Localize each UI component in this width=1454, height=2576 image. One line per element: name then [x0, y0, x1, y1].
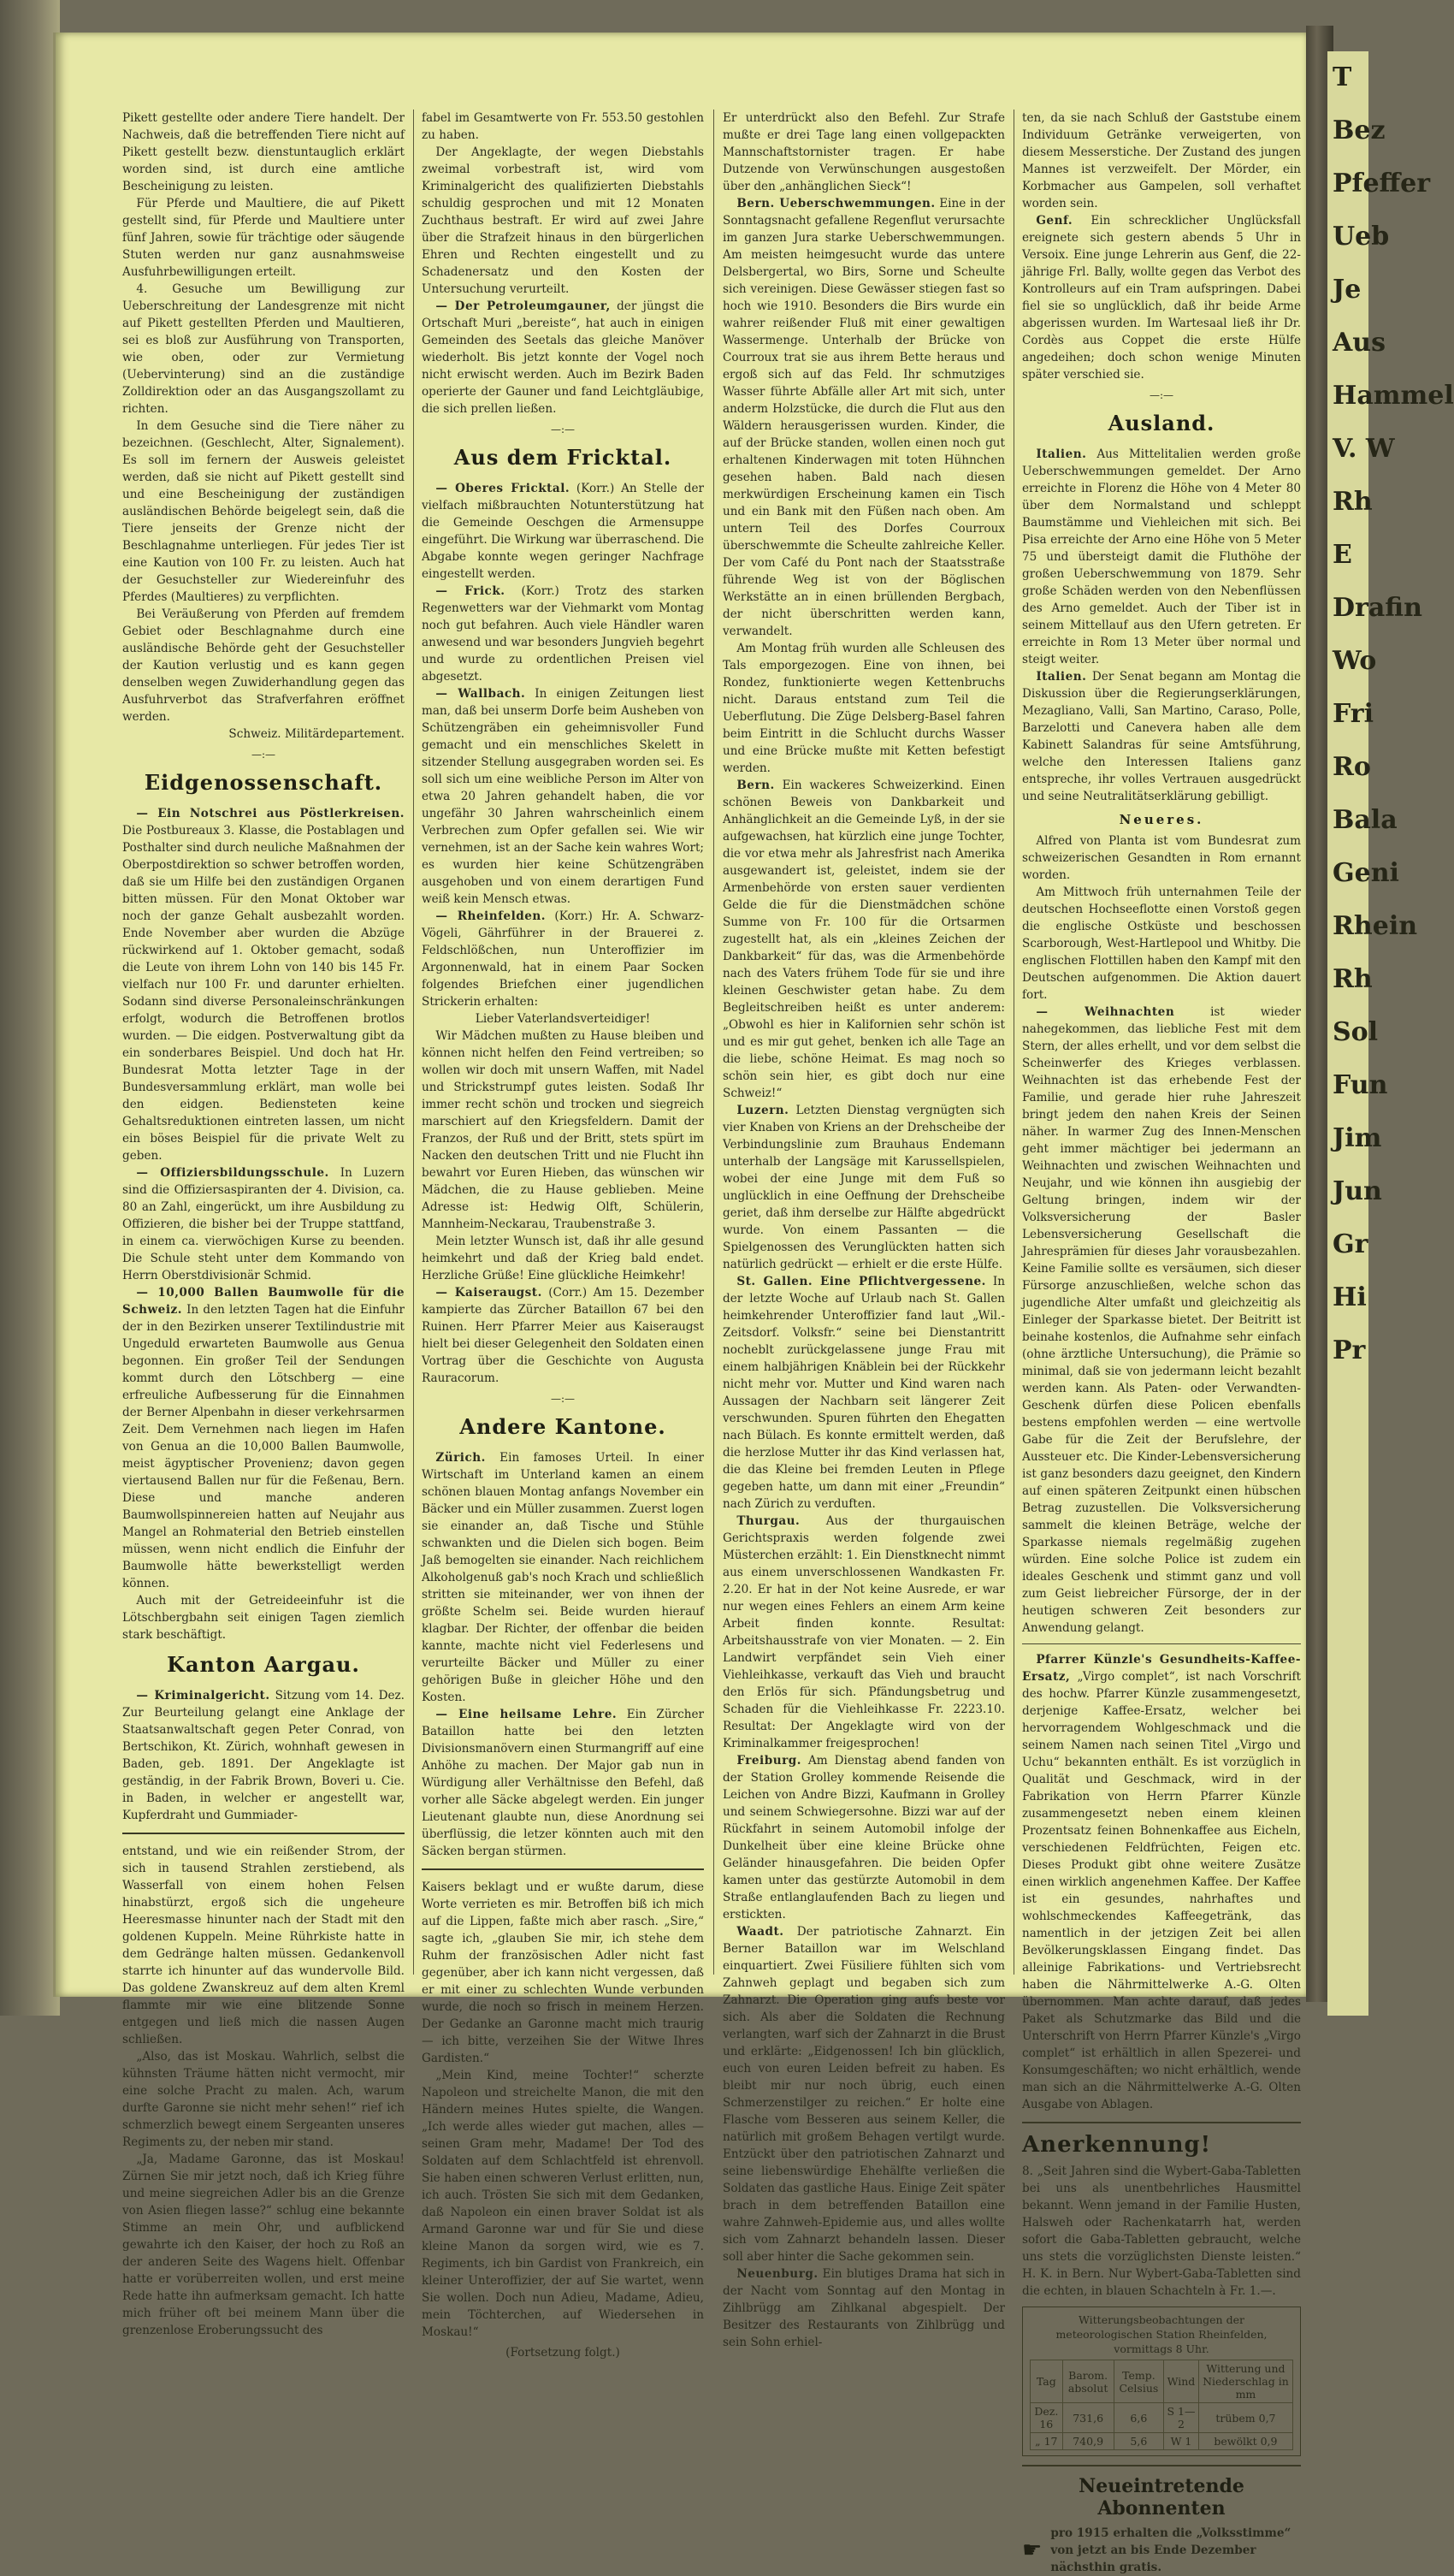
advertisement-anerkennung — [1022, 2132, 1301, 2300]
article-lead: Zürich. — [435, 1451, 486, 1465]
adjacent-page-fragment-text: Wo — [1333, 646, 1377, 676]
adjacent-page-fragment-text: Drafin — [1333, 593, 1422, 623]
article-lead: Bern. — [736, 779, 775, 792]
adjacent-page-fragment-text: Fun — [1333, 1070, 1388, 1100]
article-lead: — Kaiseraugst. — [435, 1286, 542, 1300]
paragraph: Er unterdrückt also den Befehl. Zur Strafe mußte er drei Tage lang einen vollgepackten Mannschaftstornister tragen. Er habe Dutzende von Verwünschungen ausgestoßen über den „anhänglichen Sieck“! — [723, 111, 1005, 193]
paragraph: Am Montag früh wurden alle Schleusen des Tals emporgezogen. Eine von ihnen, bei Rondez, funktionierte wegen Kettenbruchs nicht. Daraus entstand zum Teil die Ueberflutung. Die Züge Delsberg-Basel fahren beim Eintritt in die Schlucht durchs Wasser und eine Brücke mußte mit Ketten befestigt werden. — [723, 642, 1005, 775]
adjacent-page-fragment-text: Bala — [1333, 805, 1398, 835]
book-gutter-shadow — [0, 0, 60, 2016]
adjacent-page-fragment-text: Aus — [1333, 328, 1386, 358]
ad-divider — [1022, 2122, 1301, 2123]
section-heading-neueres: Neueres. — [1119, 812, 1204, 827]
paragraph: „Virgo complet“, ist nach Vorschrift des hochw. Pfarrer Künzle zusammengesetzt, derjenige Kaffee-Ersatz, welcher bei hervorragendem Wohlgeschmack und die seinem Namen nach seinen Titel „Virgo und Uchu“ bekannten enthält. Es ist vorzüglich in Qualität und Geschmack, wird in der Fabrikation von Herrn Pfarrer Künzle zusammengesetzt neben einem kleinen Prozentsatz feinen Bohnenkaffee aus Eicheln, verschiedenen Feldfrüchten, Feigen etc. Dieses Produkt gibt ohne weitere Zusätze einen wirklich angenehmen Kaffee. Der Kaffee ist ein gesundes, nahrhaftes und wohlschmeckendes Kaffeegetränk, das namentlich in der jetzigen Zeit bei allen Bevölkerungsklassen Eingang findet. Das alleinige Fabrikations- und Vertriebsrecht haben die Nährmittelwerke A.-G. Olten übernommen. Man achte darauf, daß jedes Paket als Schutzmarke das Bild und die Unterschrift von Herrn Pfarrer Künzle's „Virgo complet“ ist erhältlich in allen Spezerei- und Konsumgeschäften; wo nicht erhältlich, wende man sich an die Nährmittelwerke A.-G. Olten Ausgabe von Ablagen. — [1022, 1670, 1301, 2111]
adjacent-page-fragment-text: Fri — [1333, 699, 1374, 729]
paragraph: Eine in der Sonntagsnacht gefallene Regenflut verursachte im ganzen Jura starke Ueberschwemmungen. Am meisten heimgesucht wurde das untere Delsbergertal, wo Birs, Sorne und Scheulte sich vereinigen. Diese Gewässer stiegen fast so hoch wie 1910. Besonders die Birs wurde ein wahrer reißender Fluß mit einer gewaltigen Wassermenge. Unterhalb der Brücke von Courroux trat sie aus ihrem Bette heraus und ergoß sich auf das Feld. Ihr schmutziges Wasser führte Abfälle aller Art mit sich, unter anderm Holzstücke, die durch die Flut aus den Wäldern herausgerissen wurden. Kinder, die auf der Brücke standen, wollen einen noch gut erhaltenen Kinderwagen mit toten Hühnchen gesehen haben. Bald nach diesen merkwürdigen Erscheinung kamen ein Tisch und ein Bank mit den Füßen nach oben. Am untern Teil des Dorfes Courroux überschwemmte die Scheulte zahlreiche Keller. Der vom Café du Pont nach der Staatsstraße führende Weg ist von der Böglischen Werkstätte an in einen brüllenden Bergbach, der nicht überschritten werden kann, verwandelt. — [723, 197, 1005, 638]
section-heading-eidgenossenschaft: Eidgenossenschaft. — [144, 770, 383, 795]
weather-row — [1031, 2403, 1293, 2433]
article-lead: — Rheinfelden. — [435, 909, 547, 923]
paragraph: Auch mit der Getreideeinfuhr ist die Lötschbergbahn seit einigen Tagen ziemlich stark beschäftigt. — [122, 1594, 405, 1642]
weather-cell: Dez. 16 — [1031, 2403, 1063, 2433]
adjacent-page-fragment-text: Jun — [1333, 1176, 1382, 1206]
signature-line: Schweiz. Militärdepartement. — [228, 727, 405, 741]
article-lead: St. Gallen. Eine Pflichtvergessene. — [736, 1275, 986, 1288]
divider — [1022, 1643, 1301, 1644]
paragraph: ten, da sie nach Schluß der Gaststube einem Individuum Getränke verweigerten, von diesem Messerstiche. Der Zustand des jungen Mannes ist verzweifelt. Der Mörder, ein Korbmacher aus Gampelen, soll verhaftet worden sein. — [1022, 111, 1301, 210]
adjacent-page-fragment-text: Ro — [1333, 752, 1371, 782]
paragraph: Ein wackeres Schweizerkind. Einen schönen Beweis von Dankbarkeit und Anhänglichkeit an die Gemeinde Lyß, in der sie aufgewachsen, hat kürzlich eine junge Tochter, die vor etwa mehr als Jahresfrist nach Amerika ausgewandert ist, geleistet, indem sie der Armenbehörde von ersten sauer verdienten Gelde die für die Dienstmädchen schöne Summe von Fr. 100 für die Ortsarmen zugestellt hat, als ein „kleines Zeichen der Dankbarkeit“ für das, was die Armenbehörde nach des Vaters frühem Tode für sie und ihre kleinen Geschwister getan habe. Zu dem Begleitschreiben heißt es unter anderem: „Obwohl es hier in Kalifornien sehr schön ist und es mir gut gehet, benken ich alle Tage an die liebe, schöne Heimat. Es mag noch so schön sein hier, es gibt doch nur eine Schweiz!“ — [723, 779, 1005, 1100]
weather-row — [1031, 2433, 1293, 2450]
ad-text: „Seit Jahren sind die Wybert-Gaba-Tabletten bei uns als unentbehrliches Hausmittel bekannt. Wenn jemand in der Familie Husten, Halsweh oder Rachenkatarrh hat, werden sofort die Gaba-Tabletten gebraucht, welche uns stets die vorzüglichsten Dienste leisten.“ H. K. in Bern. Nur Wybert-Gaba-Tabletten sind die echten, in blauen Schachteln à Fr. 1.—. — [1022, 2164, 1301, 2298]
weather-cell: 740,9 — [1062, 2433, 1114, 2450]
paragraph: In einigen Zeitungen liest man, daß bei unserm Dorfe beim Ausheben von Schützengräben ein geheimnisvoller Fund gemacht und ein menschliches Skelett in sitzender Stellung ausgegraben worden sei. Es soll sich um eine weibliche Person im Alter von etwa 20 Jahren gehandelt haben, die vor ungefähr 30 Jahren wahrscheinlich einem Verbrechen zum Opfer gefallen sei. Wie wir vernehmen, ist an der Sache kein wahres Wort; es wurden hier keine Schützengräben ausgehoben und von einem derartigen Fund weiß kein Mensch etwas. — [422, 687, 704, 906]
adjacent-page-fragment-text: Pr — [1333, 1335, 1366, 1365]
weather-cell: 5,6 — [1114, 2433, 1163, 2450]
adjacent-page-fragment-text: Bez — [1333, 115, 1386, 145]
article-columns — [122, 110, 1303, 2574]
article-lead: — Weihnachten — [1036, 1005, 1175, 1019]
column-rule — [713, 110, 714, 1975]
paragraph: Aus der thurgauischen Gerichtspraxis werden folgende zwei Müsterchen erzählt: 1. Ein Dienstknecht nimmt aus einem unverschlossenen Wandkasten Fr. 2.20. Er hat in der Not keine Ausrede, er war nur wegen eines Fehlers an einem Arm keine Arbeit finden konnte. Resultat: Arbeitshausstrafe von vier Monaten. — 2. Ein Landwirt verpfändet sein Vieh einer Viehleihkasse, verkauft das Vieh und braucht den Erlös für sich. Pfändungsbetrug und Schaden für die Viehleihkasse Fr. 2223.10. Resultat: Der Angeklagte wird von der Kriminalkammer freigesprochen! — [723, 1514, 1005, 1750]
paragraph: In dem Gesuche sind die Tiere näher zu bezeichnen. (Geschlecht, Alter, Signalement). Es soll im fernern der Ausweis geleistet werden, daß sie nicht auf Pikett gestellt sind und eine Bescheinigung der zuständigen ausländischen Behörde beigelegt sein, daß die Tiere jenseits der Grenze nicht der Beschlagnahme unterliegen. Für jedes Tier ist eine Kaution von 100 Fr. zu leisten. Auch hat der Gesuchsteller zur Wiedereinfuhr des Pferdes (Maultieres) zu verpflichten. — [122, 419, 405, 604]
article-lead: Luzern. — [736, 1104, 789, 1117]
adjacent-page-fragment-text: Je — [1333, 275, 1362, 305]
paragraph: fabel im Gesamtwerte von Fr. 553.50 gestohlen zu haben. — [422, 111, 704, 142]
paragraph: Der Senat begann am Montag die Diskussion über die Regierungserklärungen, Mezagliano, Valli, San Martino, Caraso, Polle, Barzelotti und Canevera haben alle dem Kabinett Salandras für seine Amtsführung, welche den Interessen Italiens ganz entspreche, ihr volles Vertrauen ausgedrückt und seine Neutralitätserklärung gebilligt. — [1022, 670, 1301, 803]
ad-text: pro 1915 erhalten die „Volksstimme“ von jetzt an bis Ende Dezember nächsthin gratis. — [1050, 2526, 1291, 2574]
section-heading-fricktal: Aus dem Fricktal. — [453, 445, 672, 470]
article-lead: — Frick. — [435, 584, 505, 598]
adjacent-page-text — [1327, 51, 1454, 1377]
paragraph: Am Dienstag abend fanden von der Station Grolley kommende Reisende die Leichen von Andre Bizzi, Kaufmann in Grolley und seinem Schwiegersohne. Bizzi war auf der Rückfahrt in seinem Automobil infolge der Dunkelheit über eine kleine Brücke ohne Geländer hinausgefahren. Die beiden Opfer kamen unter das gestürzte Automobil in dem Straße entlanglaufenden Bach zu liegen und erstickten. — [723, 1754, 1005, 1922]
letter-body: Wir Mädchen mußten zu Hause bleiben und können nicht helfen den Feind vertreiben; so wollen wir doch mit unsern Waffen, mit Nadel und Strickstrumpf gutes leisten. Sodaß Ihr immer recht schön und trocken und siegreich marschiert auf den Kriegsfeldern. Damit der Franzos, der Ruß und der Britt, stets spürt im Nacken den deutschen Tritt und nie Flucht ihn bewahrt vor Euren Hieben, das wünschen wir Mädchen, die zu Hause geblieben. Meine Adresse ist: Hedwig Olft, Schülerin, Mannheim-Neckarau, Traubenstraße 3. — [422, 1029, 704, 1231]
letter-salutation: Lieber Vaterlandsverteidiger! — [475, 1012, 651, 1026]
ad-heading: Neueintretende Abonnenten — [1079, 2475, 1244, 2520]
article-lead: Bern. Ueberschwemmungen. — [736, 197, 936, 210]
pointing-hand-icon: ☛ — [1022, 2538, 1043, 2563]
letter-closing: Mein letzter Wunsch ist, daß ihr alle gesund heimkehrt und daß der Krieg bald endet. Herzliche Grüße! Eine glückliche Heimkehr! — [422, 1235, 704, 1282]
adjacent-page-fragment-text: Rh — [1333, 487, 1373, 517]
article-lead: — Oberes Fricktal. — [435, 482, 570, 495]
adjacent-page-fragment-text: Pfeffer — [1333, 169, 1431, 198]
section-heading-andere-kantone: Andere Kantone. — [459, 1414, 666, 1439]
article-lead: — Eine heilsame Lehre. — [435, 1708, 618, 1721]
column-4 — [1022, 110, 1301, 2574]
adjacent-page-fragment-text: V. W — [1333, 434, 1395, 464]
paragraph: In Luzern sind die Offiziersaspiranten der 4. Division, ca. 80 an Zahl, eingerückt, um ihre Ausbildung zu Offizieren, die bisher bei der Truppe stattfand, in einem ca. vierwöchigen Kurse zu beenden. Die Schule steht unter dem Kommando von Herrn Oberstdivisionär Schmid. — [122, 1166, 405, 1282]
weather-col-header: Wind — [1164, 2360, 1199, 2403]
article-lead: Genf. — [1036, 214, 1073, 228]
paragraph: Für Pferde und Maultiere, die auf Pikett gestellt sind, für Pferde und Maultiere unter fünf Jahren, sowie für trächtige oder säugende Stuten werden nur ganz ausnahmsweise Ausfuhrbewilligungen erteilt. — [122, 197, 405, 279]
paragraph: Ein Zürcher Bataillon hatte bei den letzten Divisionsmanövern einen Sturmangriff auf eine Anhöhe zu machen. Der Major gab nun in Würdigung aller Verhältnisse den Befehl, daß vorher alle Säcke abgelegt werden. Ein junger Lieutenant glaubte nun, diese Anordnung sei überflüssig, die letzer könnten auch mit den Säcken bergan stürmen. — [422, 1708, 704, 1858]
feuilleton-divider — [122, 1833, 405, 1834]
column-1 — [122, 110, 405, 2337]
article-lead: — Offiziersbildungsschule. — [136, 1166, 329, 1180]
ad-number: 8. — [1022, 2164, 1033, 2178]
paragraph: (Korr.) Hr. A. Schwarz-Vögeli, Gährführer in der Brauerei z. Feldschlößchen, nun Unteroffizier im Argonnenwald, hat in einem Paar Socken folgendes Briefchen einer jugendlichen Strickerin erhalten: — [422, 909, 704, 1009]
paragraph: Sitzung vom 14. Dez. Zur Beurteilung gelangt eine Anklage der Staatsanwaltschaft gegen Peter Conrad, von Bertschikon, Kt. Zürich, wohnhaft gewesen in Baden, geb. 1891. Der Angeklagte ist geständig, in der Fabrik Brown, Boveri u. Cie. in Baden, in welcher er angestellt war, Kupferdraht und Gummiader- — [122, 1689, 405, 1822]
section-heading-ausland: Ausland. — [1108, 411, 1215, 435]
weather-cell: 731,6 — [1062, 2403, 1114, 2433]
continuation-note: (Fortsetzung folgt.) — [505, 2346, 620, 2360]
paragraph: (Korr.) An Stelle der vielfach mißbrauchten Notunterstützung hat die Gemeinde Oeschgen die Armensuppe eingeführt. Die Wirkung war überraschend. Die Abgabe konnte wegen geringer Nachfrage eingestellt werden. — [422, 482, 704, 581]
section-heading-aargau: Kanton Aargau. — [167, 1652, 360, 1677]
paragraph: Die Postbureaux 3. Klasse, die Postablagen und Posthalter sind durch neuliche Maßnahmen der Oberpostdirektion so schwer betroffen worden, daß sie um Hilfe bei den zuständigen Organen bitten müssen. Für den Monat Oktober war noch der ganze Gehalt ausbezahlt worden. Ende November aber wurden die Abzüge rückwirkend auf 1. Oktober gemacht, sodaß die Leute von ihrem Lohn von 140 bis 145 Fr. vielfach nur 100 Fr. und darunter erhielten. Sodann sind diverse Personaleinschränkungen erfolgt, wodurch die Betroffenen brotlos wurden. — Die eidgen. Postverwaltung gibt da ein sonderbares Beispiel. Und doch hat Hr. Bundesrat Motta letzter Tage in der Bundesversammlung erklärt, man wolle bei den eidgen. Bediensteten keine Gehaltsreduktionen eintreten lassen, um nicht ein böses Beispiel für die private Welt zu geben. — [122, 824, 405, 1163]
article-lead: — Ein Notschrei aus Pöstlerkreisen. — [136, 807, 405, 820]
weather-table-box — [1022, 2307, 1301, 2456]
adjacent-page-fragment — [1327, 51, 1454, 2016]
paragraph: In den letzten Tagen hat die Einfuhr der in den Bezirken unserer Textilindustrie mit Ungeduld erwarteten Baumwolle aus Genua begonnen. Ein großer Teil der Sendungen kommt durch den Lötschberg — eine erfreuliche Aufbesserung für die Einnahmen der Berner Alpenbahn in dieser verkehrsarmen Zeit. Dem Vernehmen nach liegen im Hafen von Genua an die 10,000 Ballen Baumwolle, meist ägyptischer Provenienz; davon gegen viertausend Ballen nur für die Feßenau, Bern. Diese und manche anderen Baumwollspinnereien hatten auf Neujahr aus Mangel an Rohmaterial den Betrieb einstellen müssen, wenn nicht endlich die Einfuhr der Baumwolle hätte bewerkstelligt werden können. — [122, 1303, 405, 1590]
adjacent-page-fragment-text: Ueb — [1333, 222, 1390, 252]
adjacent-page-fragment-text: Sol — [1333, 1017, 1379, 1047]
weather-cell: 6,6 — [1114, 2403, 1163, 2433]
separator: —:— — [251, 749, 276, 761]
ad-heading: Anerkennung! — [1022, 2132, 1212, 2158]
paragraph: In der letzte Woche auf Urlaub nach St. Gallen heimkehrender Unteroffizier fand laut „Wil.-Zeitsdorf. Volksfr.“ seine bei Dienstantritt nocheblt zurückgelassene junge Frau mit einem halbjährigen Knäblein bei der Rückkehr nicht mehr vor. Mutter und Kind waren nach Aussagen der Nachbarn seit längerer Zeit verschwunden. Spuren führten den Ehegatten nach Bülach. Es konnte ermittelt werden, daß die herzlose Mutter ihr das Kind verlassen hat, die das Kleine bei fremden Leuten in Pflege gegeben hatte, um dann mit einer „Freundin“ nach Zürich zu verduften. — [723, 1275, 1006, 1511]
adjacent-page-fragment-text: Geni — [1333, 858, 1399, 888]
adjacent-page-fragment-text: Hammel — [1333, 381, 1454, 411]
adjacent-page-fragment-text: E — [1333, 540, 1352, 570]
advertisement-abonnenten — [1022, 2475, 1301, 2576]
paragraph: (Corr.) Am 15. Dezember kampierte das Zürcher Bataillon 67 bei den Ruinen. Herr Pfarrer Meier aus Kaiseraugst hielt bei dieser Gelegenheit den Soldaten einen Vortrag über die Geschichte von Augusta Rauracorum. — [422, 1286, 704, 1385]
weather-cell: bewölkt 0,9 — [1198, 2433, 1292, 2450]
adjacent-page-fragment-text: Jim — [1333, 1123, 1382, 1153]
separator: —:— — [1149, 389, 1174, 401]
paragraph: Der Angeklagte, der wegen Diebstahls zweimal vorbestraft ist, wird vom Kriminalgericht des qualifizierten Diebstahls schuldig gesprochen und mit 12 Monaten Zuchthaus bestraft. Er wird auf zwei Jahre über die Strafzeit hinaus in den bürgerlichen Ehren und Rechten eingestellt und zu Schadenersatz und den Kosten der Untersuchung verurteilt. — [422, 145, 704, 296]
paragraph: Ein schrecklicher Unglücksfall ereignete sich gestern abends 5 Uhr in Versoix. Eine junge Lehrerin aus Genf, die 22-jährige Frl. Bally, wollte gegen das Verbot des Kontrolleurs auf ein Tram aufspringen. Dabei fiel sie so unglücklich, daß ihr beide Arme abgerissen wurden. Im Wartesaal ließ ihr Dr. Cordès aus Coppet die erste Hülfe angedeihen; doch schon wenige Minuten später verschied sie. — [1022, 214, 1301, 382]
feuilleton-paragraph: „Also, das ist Moskau. Wahrlich, selbst die kühnsten Träume hätten nicht vermocht, mir eine solche Pracht zu malen. Ach, warum durfte Garonne sie nicht mehr sehen!“ rief ich schmerzlich bewegt einem Sergeanten unseres Regiments zu, der neben mir stand. — [122, 2050, 405, 2149]
paragraph: 4. Gesuche um Bewilligung zur Ueberschreitung der Landesgrenze mit nicht auf Pikett gestellten Pferden und Maultieren, sei es bloß zur Ausführung von Transporten, wie oben, oder zur Vermietung (Uebervinterung) sind an die zuständige Zolldirektion oder an das Ausgangszollamt zu richten. — [122, 282, 405, 416]
separator: —:— — [550, 1393, 576, 1405]
paragraph: Ein blutiges Drama hat sich in der Nacht vom Sonntag auf den Montag in Zihlbrügg am Zihlkanal abgespielt. Der Besitzer des Restaurants von Zihlbrügg und sein Sohn erhiel- — [723, 2267, 1005, 2349]
paragraph: Aus Mittelitalien werden große Ueberschwemmungen gemeldet. Der Arno erreichte in Florenz die Höhe von 4 Meter 80 über dem Normalstand und schleppt Baumstämme und Viehleichen mit sich. Bei Pisa erreichte der Arno eine Höhe von 5 Meter 75 und übersteigt damit die Fluthöhe der großen Ueberschwemmung von 1879. Sehr große Schäden werden von den Nebenflüssen des Arno gemeldet. Auch der Tiber ist in seinem Mittellauf aus den Ufern getreten. Er erreichte in Rom 13 Meter über normal und steigt weiter. — [1022, 447, 1301, 666]
paragraph: Am Mittwoch früh unternahmen Teile der deutschen Hochseeflotte einen Vorstoß gegen die englische Ostküste und beschossen Scarborough, West-Hartlepool und Whitby. Die englischen Flottillen haben den Kampf mit den Deutschen aufgenommen. Die Aktion dauert fort. — [1022, 885, 1301, 1002]
feuilleton-paragraph: Kaisers beklagt und er wußte darum, diese Worte verrieten es mir. Betroffen biß ich mich auf die Lippen, faßte mich aber rasch. „Sire,“ sagte ich, „glauben Sie mir, ich stehe dem Ruhm der französischen Adler nicht fast gegenüber, aber ich kann nicht vergessen, daß er mit einer zu schlechten Wunde verbunden wurde, die noch so frisch in meinem Herzen. Der Gedanke an Garonne macht mich traurig — ich bitte, verzeihen Sie der Witwe Ihres Gardisten.“ — [422, 1880, 704, 2065]
weather-col-header: Tag — [1031, 2360, 1063, 2403]
column-2 — [422, 110, 704, 2360]
article-lead: Waadt. — [736, 1925, 784, 1939]
paragraph: Bei Veräußerung von Pferden auf fremdem Gebiet oder Beschlagnahme durch eine ausländische Behörde geht der Gesuchsteller der Kaution verlustig und es kann gegen denselben wegen Zuwiderhandlung gegen das Ausfuhrverbot das Strafverfahren eröffnet werden. — [122, 607, 405, 724]
paragraph: Letzten Dienstag vergnügten sich vier Knaben von Kriens an der Drehscheibe der Verbindungslinie zum Brauhaus Endemann unterhalb der Langsäge mit Karussellspielen, wobei der eine Junge mit dem Fuß so unglücklich in eine Oeffnung der Drehscheibe geriet, daß ihm derselbe zur Hälfte abgedrückt wurde. Von einem Passanten — die Spielgenossen des Verunglückten hatten sich natürlich gedrückt — erhielt er die erste Hülfe. — [723, 1104, 1005, 1271]
column-3 — [723, 110, 1006, 2349]
feuilleton-paragraph: „Mein Kind, meine Tochter!“ scherzte Napoleon und streichelte Manon, die mit den Händern meines Hutes spielte, die Wangen. „Ich werde alles wieder gut machen, alles — seinen Gram mehr, Madame! Der Tod des Soldaten auf dem Schlachtfeld ist ehrenvoll. Sie haben einen schweren Verlust erlitten, nun, ich auch. Trösten Sie sich mit dem Gedanken, daß Napoleon ein einen braver Soldat ist als Armand Garonne war und für Sie und diese kleine Manon da sorgen wird, wie es 7. Regiments, ich bin Gardist von Frankreich, ein kleiner Unteroffizier, der auf Sie wartet, wenn Sie wollen. Doch nun Adieu, Madame, Adieu, mein Töchterchen, auf Wiedersehen in Moskau!“ — [422, 2069, 704, 2339]
weather-header-row — [1031, 2360, 1293, 2403]
feuilleton-paragraph: „Ja, Madame Garonne, das ist Moskau! Zürnen Sie mir jetzt noch, daß ich Krieg führe und meine siegreichen Adler bis an die Grenze von Asien fliegen lasse?“ schlug eine bekannte Stimme an mein Ohr, und aufblickend gewahrte ich den Kaiser, der hoch zu Roß an der anderen Seite des Wagens hielt. Offenbar hatte er vorüberreiten wollen, und erst meine Rede hatte ihn aufmerksam gemacht. Ich hatte mich früher oft bei meinem Mann über die grenzenlose Eroberungssucht des — [122, 2153, 405, 2337]
adjacent-page-fragment-text: Rhein — [1333, 911, 1418, 941]
ad-divider — [1022, 2465, 1301, 2466]
feuilleton-paragraph: entstand, und wie ein reißender Strom, der sich in tausend Strahlen zerstiebend, als Wasserfall von einem hohen Felsen hinabstürzt, ergoß sich die ungeheure Heeresmasse hinunter nach der Stadt mit den goldenen Kuppeln. Meine Rührkiste hatte in dem Gedränge halten müssen. Gedankenvoll starrte ich hinunter auf das wundervolle Bild. Das goldene Zwanskreuz auf dem alten Kreml flammte mir wie eine blitzende Sonne entgegen und ließ mich die nassen Augen schließen. — [122, 1845, 405, 2046]
paragraph: Pikett gestellte oder andere Tiere handelt. Der Nachweis, daß die betreffenden Tiere nicht auf Pikett gestellt bezw. dienstuntauglich erklärt worden sind, ist durch eine amtliche Bescheinigung zu leisten. — [122, 111, 405, 193]
column-rule — [413, 110, 414, 1975]
weather-col-header: Temp. Celsius — [1114, 2360, 1163, 2403]
article-lead: Freiburg. — [736, 1754, 801, 1768]
paragraph: ist wieder nahegekommen, das liebliche Fest mit dem Stern, der alles erhellt, und vor dem selbst die Scheinwerfer des Krieges verblassen. Weihnachten ist das erhebende Fest der Familie, und gerade hier ruhe Jahreszeit bringt jedem den nahen Kreis der Seinen näher. In warmer Zug des Innen-Menschen geht immer mächtiger bei jedermann an Weihnachten und zwischen Weihnachten und Neujahr, und wie können ihn ausgiebig der Geltung bringen, indem wir der Volksversicherung der Basler Lebensversicherung Gesellschaft die Jahresprämien für dieses Jahr vorausbezahlen. Keine Familie sollte es versäumen, sich dieser Fürsorge anzuschließen, welche schon das jugendliche Alter umfaßt und gleichzeitig als Einleger der Sparkasse bietet. Der Beitritt ist beinahe kostenlos, die Aufnahme sehr einfach (ohne ärztliche Untersuchung), die Prämie so minimal, daß sie von jedermann leicht bezahlt werden kann. Als Paten- oder Verwandten-Geschenk dürfen diese Policen ebenfalls bestens empfohlen werden — eine wertvolle Gabe für die Zeit der Berufslehre, der Aussteuer etc. Die Kinder-Lebensversicherung ist ganz besonders dazu geeignet, den Kindern auf einen späteren Zeitpunkt einen hübschen Betrag zuzustellen. Die Volksversicherung sammelt die kleinen Beträge, welche der Sparkasse niemals regelmäßig zugehen würden. Eine solche Police ist zudem ein ideales Geschenk und stimmt ganz und voll zum Geist liebreicher Fürsorge, der in der heutigen schweren Zeit besonders zur Anwendung gelangt. — [1022, 1005, 1301, 1635]
adjacent-page-fragment-text: Rh — [1333, 964, 1373, 994]
article-lead: — Der Petroleumgauner, — [435, 299, 611, 313]
adjacent-page-fragment-text: Hi — [1333, 1282, 1367, 1312]
paragraph: Der patriotische Zahnarzt. Ein Berner Bataillon war im Welschland einquartiert. Zwei Füsiliere fühlten sich vom Zahnweh geplagt und begaben sich zum Zahnarzt. Die Operation ging aufs beste vor sich. Als aber die Soldaten die Rechnung verlangten, warf sich der Zahnarzt in die Brust und erklärte: „Eidgenossen! Ich bin glücklich, euch von euren Leiden befreit zu haben. Es bleibt mir nur noch übrig, euch einen Schmerzenstilger zu reichen.“ Er holte eine Flasche vom Besseren aus seinem Keller, die natürlich mit großem Behagen vertilgt wurde. Entzückt über den patriotischen Zahnarzt und seine liebenswürdige Ehehälfte verließen die Soldaten das gastliche Haus. Einige Zeit später brach in dem betreffenden Bataillon eine wahre Zahnweh-Epidemie aus, und alles wollte sich vom Zahnarzt behandeln lassen. Dieser soll aber hinter die Sache gekommen sein. — [723, 1925, 1005, 2264]
article-lead: Italien. — [1036, 670, 1087, 684]
paragraph: der jüngst die Ortschaft Muri „bereiste“, hat auch in einigen Gemeinden des Seetals das gleiche Manöver wiederholt. Bis jetzt konnte der Vogel noch nicht erwischt werden. Auch im Bezirk Baden operierte der Gauner und fand Leichtgläubige, die sich prellen ließen. — [422, 299, 704, 416]
article-lead: Neuenburg. — [736, 2267, 819, 2281]
paragraph: Alfred von Planta ist vom Bundesrat zum schweizerischen Gesandten in Rom ernannt worden. — [1022, 834, 1301, 882]
article-lead: Italien. — [1036, 447, 1087, 461]
weather-table — [1030, 2360, 1293, 2450]
article-lead: — 10,000 Ballen Baumwolle für die Schweiz. — [122, 1286, 405, 1317]
paragraph: (Korr.) Trotz des starken Regenwetters war der Viehmarkt vom Montag noch gut befahren. Auch viele Händler waren anwesend und war besonders Jungvieh begehrt und wurde zu ordentlichen Preisen viel abgesetzt. — [422, 584, 704, 684]
weather-title: Witterungsbeobachtungen der meteorologischen Station Rheinfelden, vormittags 8 Uhr. — [1055, 2313, 1268, 2355]
article-lead: Pfarrer Künzle's Gesundheits-Kaffee-Ersatz, — [1022, 1653, 1301, 1684]
weather-cell: W 1 — [1164, 2433, 1199, 2450]
weather-cell: trübem 0,7 — [1198, 2403, 1292, 2433]
article-lead: — Kriminalgericht. — [136, 1689, 270, 1703]
adjacent-page-fragment-text: Gr — [1333, 1229, 1368, 1259]
feuilleton-divider — [422, 1868, 704, 1870]
separator: —:— — [550, 423, 576, 435]
weather-col-header: Witterung und Niederschlag in mm — [1198, 2360, 1292, 2403]
paragraph: Ein famoses Urteil. In einer Wirtschaft im Unterland kamen an einem schönen blauen Montag anfangs November ein Bäcker und ein Müller zusammen. Zuerst logen sie einander an, daß Tische und Stühle schwankten und die Dielen sich bogen. Beim Jaß bemogelten sie einander. Nach reichlichem Alkoholgenuß gab's noch Krach und schließlich stritten sie miteinander, wer von ihnen der größte Schelm sei. Beide wurden hierauf klagbar. Der Richter, der offenbar die beiden kannte, machte nicht viel Federlesens und verurteilte Bäcker und Müller zu einer gehörigen Buße in gleicher Höhe und den Kosten. — [422, 1451, 704, 1704]
weather-cell: S 1—2 — [1164, 2403, 1199, 2433]
adjacent-page-fragment-text: T — [1333, 62, 1352, 92]
weather-cell: „ 17 — [1031, 2433, 1063, 2450]
weather-col-header: Barom. absolut — [1062, 2360, 1114, 2403]
article-lead: — Wallbach. — [435, 687, 526, 701]
article-lead: Thurgau. — [736, 1514, 801, 1528]
